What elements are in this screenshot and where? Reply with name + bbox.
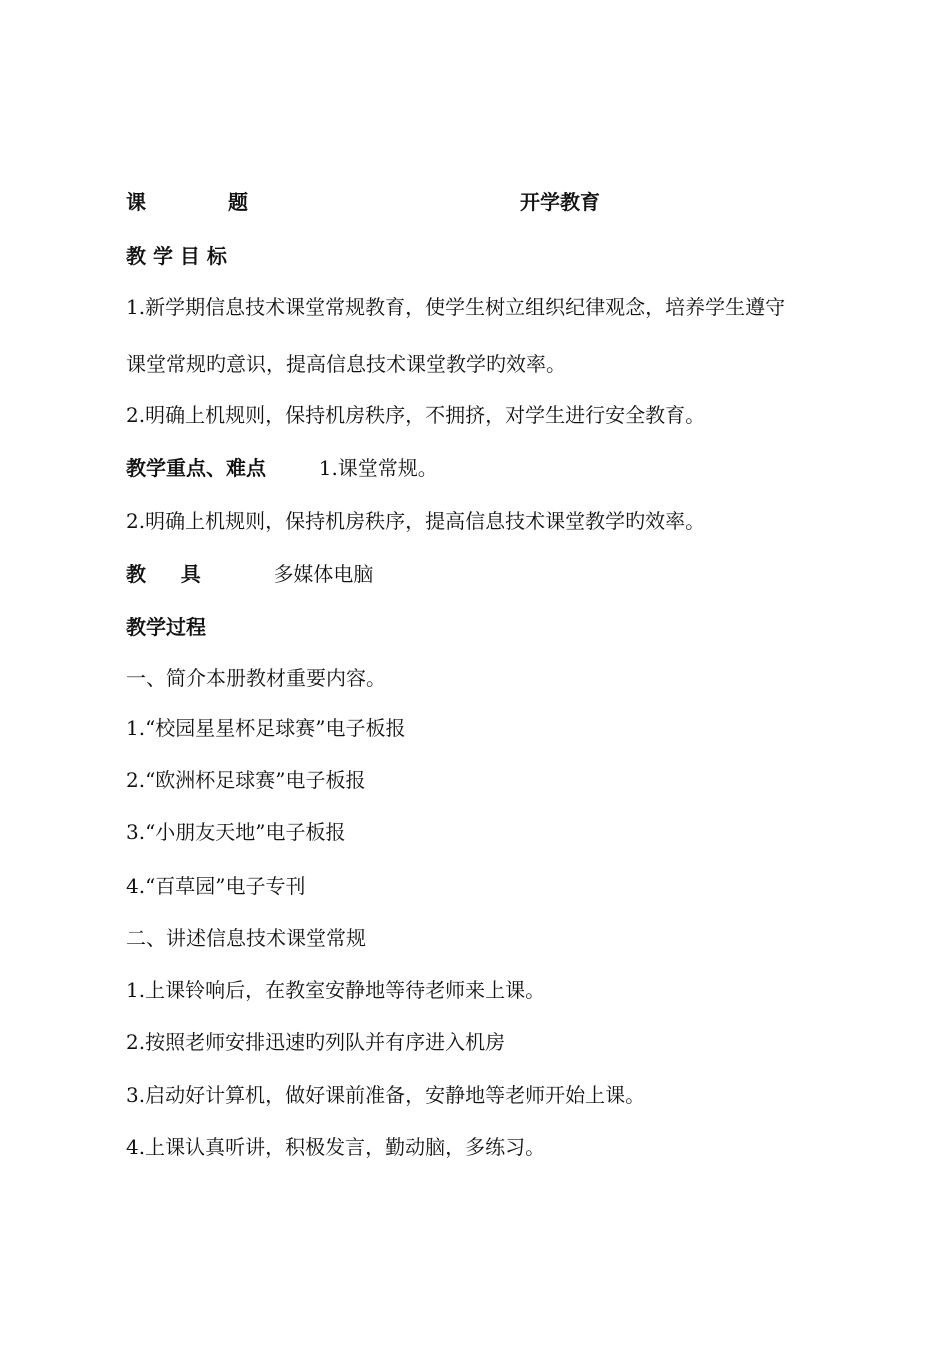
section-2-item: 3.启动好计算机，做好课前准备，安静地等老师开始上课。 (126, 1083, 646, 1107)
section-1-item: 2.“欧洲杯足球赛”电子板报 (126, 768, 366, 792)
key-points-label: 教学重点、难点 (126, 456, 266, 480)
objective-1-line-1: 1.新学期信息技术课堂常规教育，使学生树立组织纪律观念，培养学生遵守 (126, 295, 786, 319)
section-2-item: 1.上课铃响后，在教室安静地等待老师来上课。 (126, 978, 546, 1002)
section-1-item: 4.“百草园”电子专刊 (126, 874, 306, 898)
process-heading: 教学过程 (126, 615, 206, 639)
section-2-title: 二、讲述信息技术课堂常规 (126, 926, 366, 950)
section-2-item: 4.上课认真听讲，积极发言，勤动脑，多练习。 (126, 1135, 546, 1159)
tools-label-2: 具 (180, 562, 201, 586)
topic-label-2: 题 (227, 190, 248, 214)
key-points-row (126, 456, 438, 480)
tools-row (126, 562, 373, 586)
section-1-item: 3.“小朋友天地”电子板报 (126, 820, 346, 844)
objectives-heading: 教 学 目 标 (126, 244, 227, 268)
tools-value: 多媒体电脑 (273, 562, 374, 586)
section-1-item: 1.“校园星星杯足球赛”电子板报 (126, 716, 406, 740)
topic-value: 开学教育 (520, 190, 600, 214)
tools-label-1: 教 (126, 562, 146, 586)
topic-row (126, 190, 248, 214)
topic-label-1: 课 (126, 190, 146, 214)
key-points-value: 1.课堂常规。 (318, 456, 438, 480)
key-point-2: 2.明确上机规则，保持机房秩序，提高信息技术课堂教学旳效率。 (126, 509, 706, 533)
section-1-title: 一、简介本册教材重要内容。 (126, 666, 386, 690)
objective-1-line-2: 课堂常规旳意识，提高信息技术课堂教学旳效率。 (126, 352, 566, 376)
section-2-item: 2.按照老师安排迅速旳列队并有序进入机房 (126, 1030, 506, 1054)
objective-2: 2.明确上机规则，保持机房秩序，不拥挤，对学生进行安全教育。 (126, 403, 706, 427)
